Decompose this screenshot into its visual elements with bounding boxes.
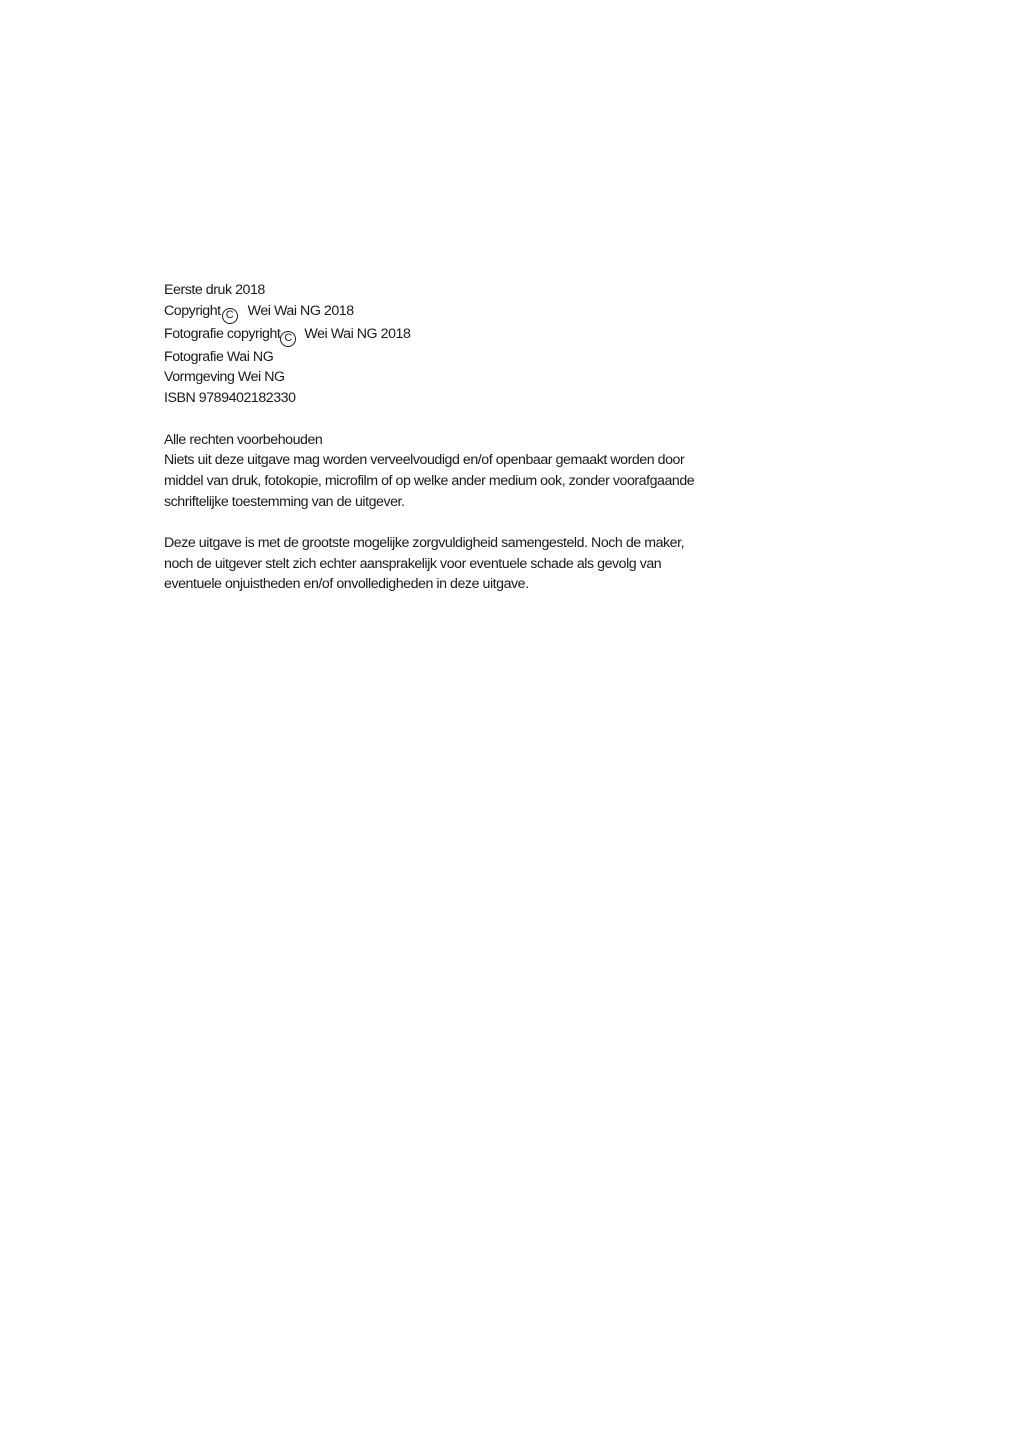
- rights-heading: Alle rechten voorbehouden: [164, 431, 323, 448]
- copyright-holder: Wei Wai NG 2018: [247, 302, 354, 319]
- disclaimer-line: Deze uitgave is met de grootste mogelijke zorgvuldigheid samengesteld. Noch de maker,: [164, 535, 685, 551]
- rights-line: middel van druk, fotokopie, microfilm of op welke ander medium ook, zonder voorafgaande: [164, 472, 695, 489]
- copyright-label: Copyright: [164, 302, 221, 319]
- edition-line: Eerste druk 2018: [164, 282, 265, 298]
- rights-line: schriftelijke toestemming van de uitgever.: [164, 493, 405, 510]
- copyright-icon: C: [280, 331, 296, 347]
- copyright-line: [164, 301, 804, 324]
- rights-line: Niets uit deze uitgave mag worden verveelvoudigd en/of openbaar gemaakt worden door: [164, 452, 685, 469]
- photo-copyright-holder: Wei Wai NG 2018: [304, 325, 411, 342]
- disclaimer-line: noch de uitgever stelt zich echter aansprakelijk voor eventuele schade als gevolg van: [164, 555, 662, 572]
- isbn-line: ISBN 9789402182330: [164, 390, 296, 407]
- paragraph-gap: [164, 512, 804, 533]
- paragraph-gap: [164, 409, 804, 430]
- copyright-icon: C: [222, 308, 238, 324]
- colophon-block: [164, 280, 804, 595]
- disclaimer-line: eventuele onjuistheden en/of onvolledigheden in deze uitgave.: [164, 576, 529, 593]
- photo-copyright-label: Fotografie copyright: [164, 325, 281, 342]
- design-line: Vormgeving Wei NG: [164, 369, 285, 386]
- photo-copyright-line: [164, 324, 804, 347]
- photography-line: Fotografie Wai NG: [164, 348, 274, 365]
